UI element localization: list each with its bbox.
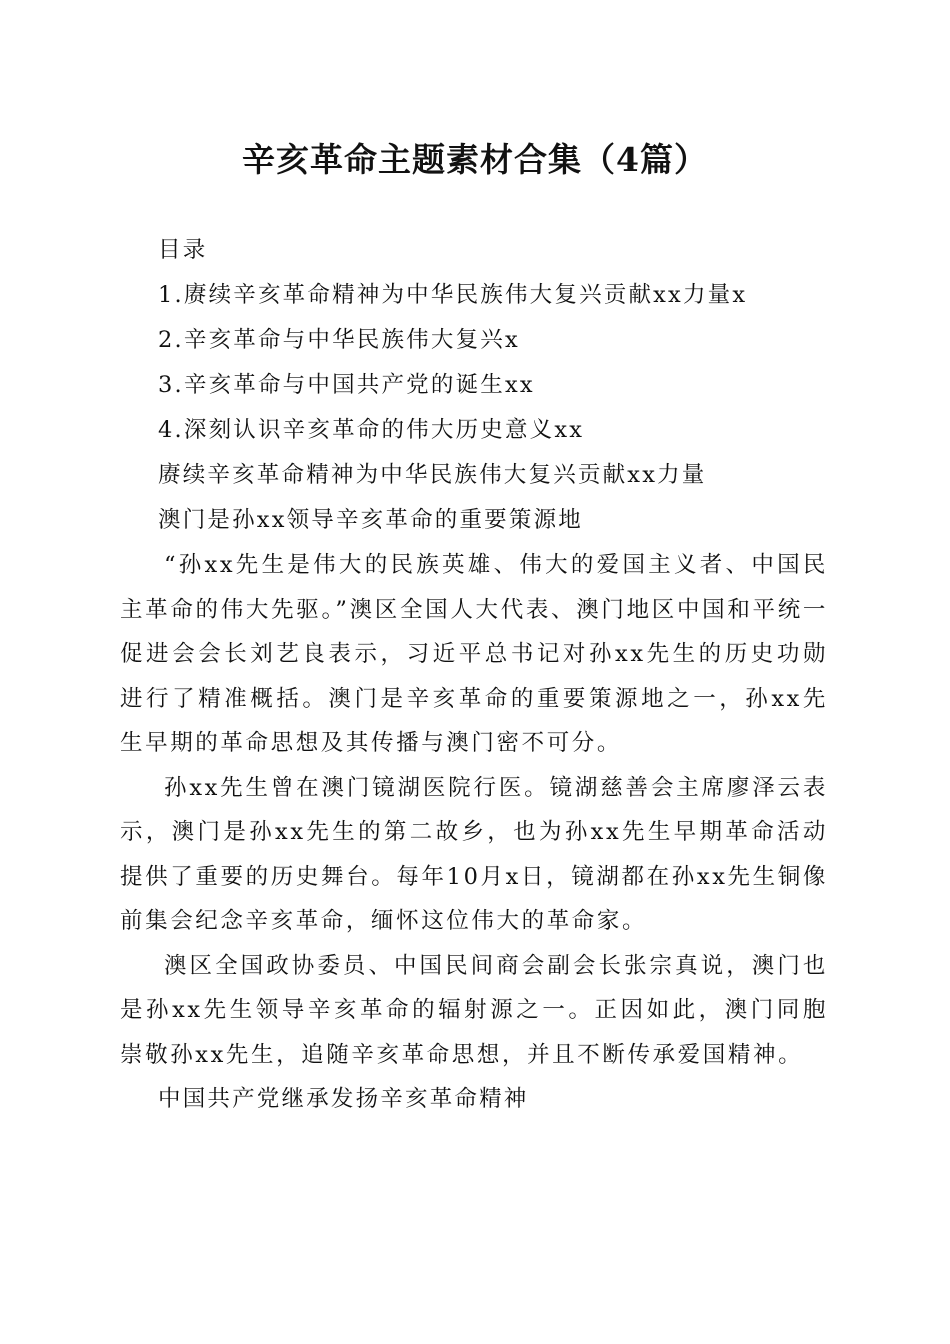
- toc-heading: 目录: [158, 237, 208, 263]
- document-body: [120, 228, 828, 1122]
- paragraph-3: 澳区全国政协委员、中国民间商会副会长张宗真说，澳门也是孙xx先生领导辛亥革命的辐射源之一。正因如此，澳门同胞崇敬孙xx先生，追随辛亥革命思想，并且不断传承爱国精神。: [120, 952, 828, 1068]
- paragraph-2: 孙xx先生曾在澳门镜湖医院行医。镜湖慈善会主席廖泽云表示，澳门是孙xx先生的第二故乡，也为孙xx先生早期革命活动提供了重要的历史舞台。每年10月x日，镜湖都在孙xx先生铜像前集会纪念辛亥革命，缅怀这位伟大的革命家。: [120, 774, 828, 934]
- toc-item-3: 3.辛亥革命与中国共产党的诞生xx: [158, 372, 535, 398]
- article-title: 赓续辛亥革命精神为中华民族伟大复兴贡献xx力量: [158, 462, 707, 488]
- document-title: 辛亥革命主题素材合集（4篇）: [242, 140, 708, 179]
- section-heading-cpc: 中国共产党继承发扬辛亥革命精神: [158, 1086, 529, 1112]
- toc-item-1: 1.赓续辛亥革命精神为中华民族伟大复兴贡献xx力量x: [158, 282, 748, 308]
- toc-item-2: 2.辛亥革命与中华民族伟大复兴x: [158, 327, 520, 353]
- toc-item-4: 4.深刻认识辛亥革命的伟大历史意义xx: [158, 417, 585, 443]
- paragraph-1: “孙xx先生是伟大的民族英雄、伟大的爱国主义者、中国民主革命的伟大先驱。”澳区全国人大代表、澳门地区中国和平统一促进会会长刘艺良表示，习近平总书记对孙xx先生的历史功勋进行了精准概括。澳门是辛亥革命的重要策源地之一，孙xx先生早期的革命思想及其传播与澳门密不可分。: [120, 552, 828, 756]
- section-heading-macau: 澳门是孙xx领导辛亥革命的重要策源地: [158, 507, 583, 533]
